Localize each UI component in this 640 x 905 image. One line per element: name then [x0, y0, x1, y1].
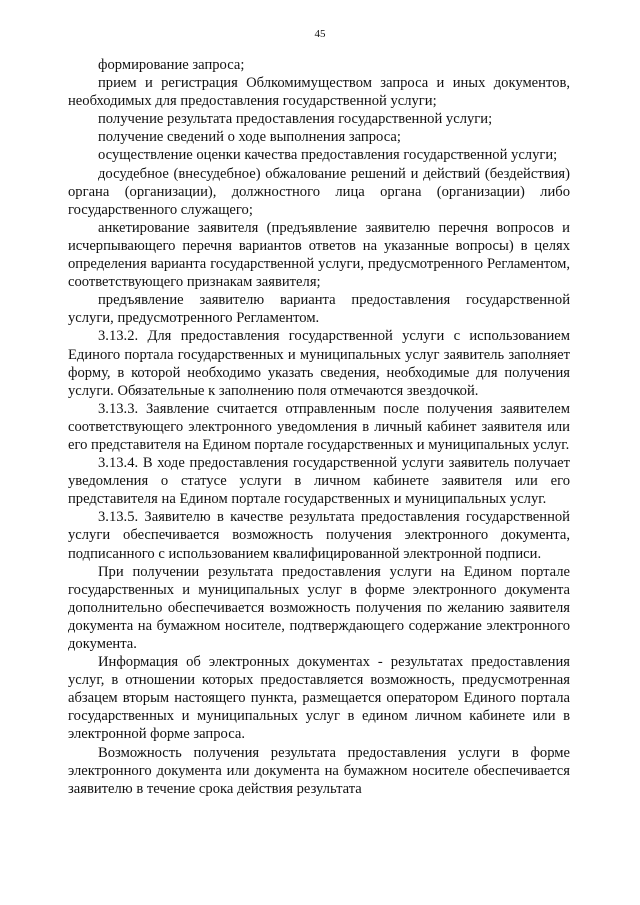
paragraph: прием и регистрация Облкомимуществом запроса и иных документов, необходимых для предоставления государственной услуги; [68, 75, 570, 110]
paragraph: Возможность получения результата предоставления услуги в форме электронного документа или документа на бумажном носителе обеспечивается заявителю в течение срока действия результата [68, 744, 570, 797]
paragraph: 3.13.3. Заявление считается отправленным после получения заявителем соответствующего электронного уведомления в личный кабинет заявителя или его представителя на Едином портале государственных и муниципальных услуг. [68, 400, 570, 453]
paragraph: осуществление оценки качества предоставления государственной услуги; [98, 147, 558, 164]
page-number: 45 [314, 28, 326, 40]
paragraph: При получении результата предоставления услуги на Едином портале государственных и муниципальных услуг в форме электронного документа дополнительно обеспечивается возможность получения по желанию заявителя документа на бумажном носителе, подтверждающего содержание электронного документа. [68, 563, 570, 652]
paragraph: 3.13.2. Для предоставления государственной услуги с использованием Единого портала государственных и муниципальных услуг заявитель заполняет форму, в которой необходимо указать сведения, необходимые для получения услуги. Обязательные к заполнению поля отмечаются звездочкой. [68, 328, 570, 399]
paragraph: получение результата предоставления государственной услуги; [98, 111, 493, 128]
document-body [68, 56, 570, 798]
paragraph: Информация об электронных документах - результатах предоставления услуг, в отношении которых предоставляется возможность, предусмотренная абзацем вторым настоящего пункта, размещается оператором Единого портала государственных и муниципальных услуг в едином личном кабинете или в электронной форме запроса. [68, 654, 570, 743]
paragraph: досудебное (внесудебное) обжалование решений и действий (бездействия) органа (организации), должностного лица органа (организации) либо государственного служащего; [68, 165, 570, 218]
paragraph: 3.13.4. В ходе предоставления государственной услуги заявитель получает уведомления о статусе услуги в личном кабинете заявителя или его представителя на Едином портале государственных и муниципальных услуг. [68, 455, 570, 508]
paragraph: предъявление заявителю варианта предоставления государственной услуги, предусмотренного Регламентом. [68, 292, 570, 327]
paragraph: формирование запроса; [98, 57, 245, 73]
paragraph: анкетирование заявителя (предъявление заявителю перечня вопросов и исчерпывающего перечня вариантов ответов на указанные вопросы) в целях определения варианта государственной услуги, предусмотренного Регламентом, соответствующего признакам заявителя; [68, 219, 570, 291]
paragraph: получение сведений о ходе выполнения запроса; [98, 129, 401, 146]
paragraph: 3.13.5. Заявителю в качестве результата предоставления государственной услуги обеспечивается возможность получения электронного документа, подписанного с использованием квалифицированной электронной подписи. [68, 509, 570, 562]
